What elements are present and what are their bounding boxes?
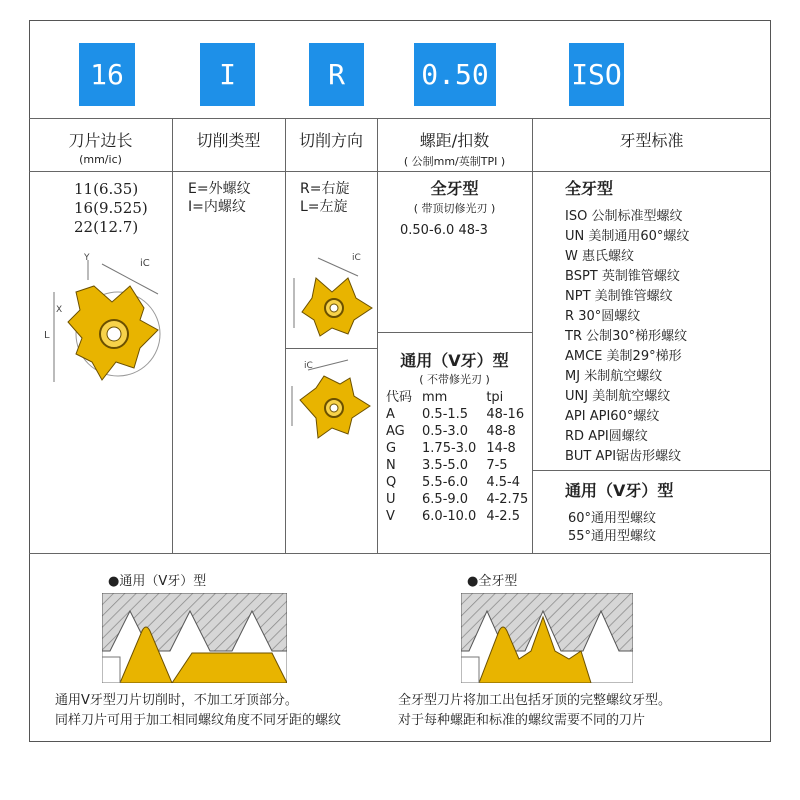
standard-code: BUT bbox=[565, 449, 592, 464]
full-profile-illustration-title: ●全牙型 bbox=[467, 574, 518, 589]
table-cell: G bbox=[386, 441, 397, 456]
table-cell: N bbox=[386, 458, 396, 473]
table-row bbox=[386, 406, 538, 423]
table-cell: A bbox=[386, 407, 395, 422]
standard-item bbox=[565, 325, 687, 344]
standard-code: AMCE bbox=[565, 349, 603, 364]
divider bbox=[29, 553, 771, 554]
standard-item bbox=[565, 225, 689, 244]
label-x: X bbox=[56, 305, 63, 315]
full-profile-range: 0.50-6.0 48-3 bbox=[400, 223, 488, 238]
full-profile-title: 全牙型 bbox=[430, 179, 479, 198]
label-ic: iC bbox=[304, 361, 313, 371]
standard-desc: 惠氏螺纹 bbox=[582, 249, 635, 264]
table-cell: 1.75-3.0 bbox=[422, 441, 477, 456]
standard-item bbox=[565, 265, 680, 284]
table-cell: 3.5-5.0 bbox=[422, 458, 469, 473]
standard-item bbox=[565, 345, 682, 364]
code-box-pitch: 0.50 bbox=[414, 43, 496, 106]
table-cell: 6.5-9.0 bbox=[422, 492, 469, 507]
external-insert-diagram bbox=[40, 252, 168, 390]
label-y: Y bbox=[84, 253, 90, 263]
divider bbox=[532, 470, 771, 471]
table-cell: U bbox=[386, 492, 396, 507]
code-box-size: 16 bbox=[79, 43, 135, 106]
table-cell: 6.0-10.0 bbox=[422, 509, 477, 524]
standard-item bbox=[565, 385, 670, 404]
standard-item: 60°通用型螺纹 bbox=[568, 511, 657, 526]
v-profile-sub: ( 不带修光刃 ) bbox=[419, 373, 490, 386]
size-item: 16(9.525) bbox=[74, 199, 148, 217]
size-item: 11(6.35) bbox=[74, 180, 139, 198]
cut-type-item: I=内螺纹 bbox=[188, 199, 246, 215]
standard-code: UNJ bbox=[565, 389, 589, 404]
standard-code: TR bbox=[565, 329, 582, 344]
v-profile-table bbox=[386, 389, 538, 525]
table-cell: 0.5-1.5 bbox=[422, 407, 469, 422]
divider bbox=[285, 118, 286, 553]
standard-code: BSPT bbox=[565, 269, 598, 284]
table-row bbox=[386, 423, 538, 440]
standard-item bbox=[565, 445, 681, 464]
standard-desc: 美制29°梯形 bbox=[606, 349, 682, 364]
standard-desc: API锯齿形螺纹 bbox=[595, 449, 682, 464]
standard-desc: 公制标准型螺纹 bbox=[591, 209, 683, 224]
standard-desc: 美制通用60°螺纹 bbox=[588, 229, 690, 244]
standard-desc: API60°螺纹 bbox=[589, 409, 660, 424]
standards-v-list bbox=[568, 510, 656, 546]
standard-code: R bbox=[565, 309, 575, 324]
standards-v-title: 通用（V牙）型 bbox=[565, 481, 674, 500]
divider bbox=[29, 171, 771, 172]
standard-desc: 美制锥管螺纹 bbox=[594, 289, 673, 304]
header-standard: 牙型标准 bbox=[619, 131, 684, 150]
table-header-row bbox=[386, 389, 538, 406]
table-cell: 48-16 bbox=[486, 407, 525, 422]
header-direction: 切削方向 bbox=[298, 131, 363, 150]
standard-desc: 米制航空螺纹 bbox=[584, 369, 663, 384]
left-hand-insert-diagram bbox=[288, 356, 376, 446]
table-cell: AG bbox=[386, 424, 405, 439]
table-row bbox=[386, 491, 538, 508]
standard-item: 55°通用型螺纹 bbox=[568, 529, 657, 544]
table-row bbox=[386, 440, 538, 457]
table-cell: Q bbox=[386, 475, 397, 490]
header-cut-type: 切削类型 bbox=[196, 131, 261, 150]
header-size-sub: (mm/ic) bbox=[79, 153, 122, 166]
table-row bbox=[386, 474, 538, 491]
v-profile-thread-illustration bbox=[102, 593, 287, 683]
column-header: 代码 bbox=[386, 390, 413, 405]
table-row bbox=[386, 457, 538, 474]
standard-item bbox=[565, 285, 673, 304]
standard-item bbox=[565, 405, 659, 424]
header-pitch-title: 螺距/扣数 bbox=[419, 131, 490, 150]
code-box-cut-type: I bbox=[200, 43, 255, 106]
direction-list bbox=[300, 180, 349, 216]
direction-item: R=右旋 bbox=[300, 181, 350, 197]
standard-item bbox=[565, 305, 640, 324]
standard-item bbox=[565, 245, 634, 264]
table-cell: 4-2.75 bbox=[486, 492, 529, 507]
table-row bbox=[386, 508, 538, 525]
full-profile-note-2: 对于每种螺距和标准的螺纹需要不同的刀片 bbox=[398, 713, 646, 728]
standard-desc: 30°圆螺纹 bbox=[578, 309, 641, 324]
header-size bbox=[29, 128, 172, 166]
standard-code: UN bbox=[565, 229, 585, 244]
v-profile-note-2: 同样刀片可用于加工相同螺纹角度不同牙距的螺纹 bbox=[55, 713, 342, 728]
divider bbox=[172, 118, 173, 553]
standard-code: W bbox=[565, 249, 578, 264]
header-pitch bbox=[377, 128, 532, 169]
size-item: 22(12.7) bbox=[74, 218, 139, 236]
table-cell: 0.5-3.0 bbox=[422, 424, 469, 439]
standard-code: ISO bbox=[565, 209, 588, 224]
v-profile-note-1: 通用V牙型刀片切削时，不加工牙顶部分。 bbox=[55, 693, 298, 708]
v-profile-illustration-title: ●通用（V牙）型 bbox=[108, 574, 207, 589]
label-ic: iC bbox=[140, 258, 150, 269]
header-pitch-sub: ( 公制mm/英制TPI ) bbox=[403, 155, 506, 168]
standards-full-title: 全牙型 bbox=[565, 179, 614, 198]
v-profile-title: 通用（V牙）型 bbox=[400, 351, 509, 370]
divider bbox=[285, 348, 377, 349]
table-cell: 7-5 bbox=[486, 458, 508, 473]
code-box-direction: R bbox=[309, 43, 364, 106]
full-profile-note-1: 全牙型刀片将加工出包括牙顶的完整螺纹牙型。 bbox=[398, 693, 672, 708]
standard-item bbox=[565, 425, 648, 444]
standard-item bbox=[565, 365, 662, 384]
standard-desc: 英制锥管螺纹 bbox=[601, 269, 680, 284]
standard-code: NPT bbox=[565, 289, 591, 304]
cut-type-list bbox=[188, 180, 251, 216]
standard-desc: API圆螺纹 bbox=[588, 429, 648, 444]
standard-code: RD bbox=[565, 429, 585, 444]
divider bbox=[29, 118, 771, 119]
table-cell: 14-8 bbox=[486, 441, 516, 456]
code-box-standard: ISO bbox=[569, 43, 624, 106]
table-cell: 4.5-4 bbox=[486, 475, 520, 490]
table-cell: 4-2.5 bbox=[486, 509, 520, 524]
standard-desc: 美制航空螺纹 bbox=[592, 389, 671, 404]
standard-code: MJ bbox=[565, 369, 581, 384]
direction-item: L=左旋 bbox=[300, 199, 348, 215]
table-cell: 48-8 bbox=[486, 424, 516, 439]
full-profile-sub: ( 带顶切修光刃 ) bbox=[413, 202, 496, 215]
standard-code: API bbox=[565, 409, 586, 424]
label-ic: iC bbox=[352, 253, 361, 263]
table-cell: V bbox=[386, 509, 395, 524]
standard-item bbox=[565, 205, 682, 224]
header-size-title: 刀片边长 bbox=[68, 131, 133, 150]
size-list bbox=[74, 180, 148, 237]
cut-type-item: E=外螺纹 bbox=[188, 181, 251, 197]
right-hand-insert-diagram bbox=[288, 248, 376, 338]
column-header: tpi bbox=[486, 390, 504, 405]
table-cell: 5.5-6.0 bbox=[422, 475, 469, 490]
full-profile-thread-illustration bbox=[461, 593, 633, 683]
standard-desc: 公制30°梯形螺纹 bbox=[586, 329, 688, 344]
column-header: mm bbox=[422, 390, 448, 405]
label-l: L bbox=[44, 330, 50, 341]
divider bbox=[377, 332, 532, 333]
